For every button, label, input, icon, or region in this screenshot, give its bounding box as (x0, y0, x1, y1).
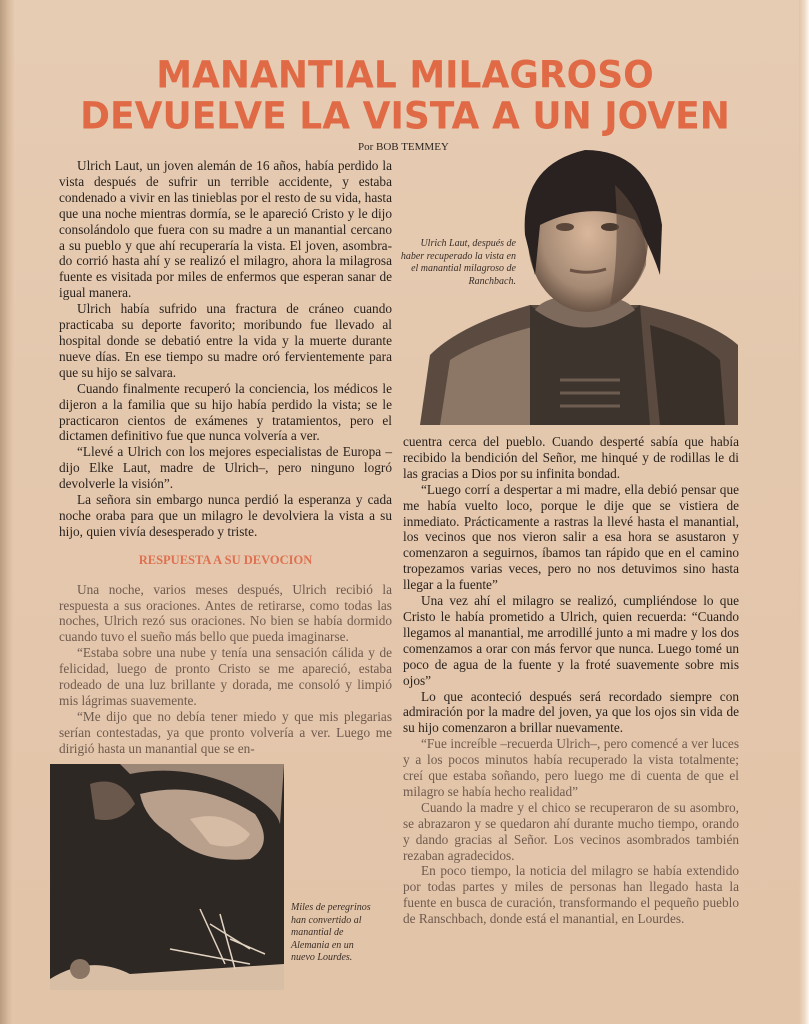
paragraph: Ulrich había sufrido una fractura de cráneo cuando practicaba su deporte favorito; moribundo fue llevado al hospital donde se debatió entre la vida y la muerte durante nueve días. En ese tiempo su madre oró fervientemente para que su hijo se salvara. (59, 301, 392, 380)
headline-line-2: DEVUELVE LA VISTA A UN JOVEN (80, 94, 730, 138)
article-column-left (59, 158, 392, 757)
paragraph: Ulrich Laut, un joven alemán de 16 años, había perdido la vista después de sufrir un terrible accidente, y estaba condenado a vivir en las tinieblas por el resto de su vida, hasta que una noche mientras dormía, se le apareció Cristo y le dijo consolándolo que fuera con su madre a un manantial cercano a su pueblo y que ahí recuperaría la vista. El joven, asombrado corrió hasta ahí y se realizó el milagro, ahora la milagrosa fuente es visitada por miles de enfermos que esperan sanar de igual manera. (59, 158, 392, 301)
page-right-edge (799, 0, 809, 1024)
photo-caption-pilgrims: Miles de peregrinos han convertido al manantial de Alemania en un nuevo Lourdes. (291, 902, 371, 963)
paragraph: Lo que aconteció después será recordado siempre con admiración por la madre del joven, ya que los ojos sin vida de su hijo comenzaron a brillar nuevamente. (403, 688, 739, 736)
paragraph: Una noche, varios meses después, Ulrich recibió la respuesta a sus oraciones. Antes de retirarse, como todas las noches, Ulrich rezó sus oraciones. No bien se había dormido cuando tuvo el sueño más bello que pueda imaginarse. (59, 581, 392, 645)
paragraph: La señora sin embargo nunca perdió la esperanza y cada noche oraba para que un milagro le devolviera la vista a su hijo, quien vivía desesperado y triste. (59, 492, 392, 539)
headline-line-1: MANANTIAL MILAGROSO (156, 53, 654, 97)
photo-pilgrims (50, 764, 284, 990)
paragraph: “Llevé a Ulrich con los mejores especialistas de Europa –dijo Elke Laut, madre de Ulrich–, pero ninguno logró devolverle la visión”. (59, 444, 392, 492)
photo-caption-portrait: Ulrich Laut, después de haber recuperado la vista en el manantial milagroso de Ranchbach. (400, 238, 516, 287)
paragraph: “Luego corrí a despertar a mi madre, ella debió pensar que me había vuelto loco, porque le dije que se vistiera de inmediato. Prácticamente a rastras la llevé hasta el manantial, los vecinos que nos vieron salir a esa hora se asustaron y comenzaron a seguirnos, íbamos tan rápido que en el camino tropezamos varias veces, pero no nos detuvimos sino hasta llegar a la fuente” (403, 481, 739, 593)
pilgrims-illustration (50, 764, 284, 990)
page-left-edge (0, 0, 14, 1024)
paragraph: Cuando la madre y el chico se recuperaron de su asombro, se abrazaron y se quedaron ahí durante mucho tiempo, orando y dando gracias al Señor. Los vecinos asombrados también rezaban agradecidos. (403, 799, 739, 863)
paragraph: “Fue increíble –recuerda Ulrich–, pero comencé a ver luces y a los pocos minutos había recuperado la vista totalmente; creí que estaba soñando, pero luego me di cuenta de que el milagro se había hecho realidad” (403, 736, 739, 799)
paragraph: Una vez ahí el milagro se realizó, cumpliéndose lo que Cristo le había prometido a Ulrich, quien recuerda: “Cuando llegamos al manantial, me arrodillé junto a mi madre y los dos comenzamos a orar con más fervor que nunca. Luego tomé un poco de agua de la fuente y la froté suavemente sobre mis ojos” (403, 593, 739, 688)
byline: Por BOB TEMMEY (358, 141, 449, 153)
paragraph: cuentra cerca del pueblo. Cuando desperté sabía que había recibido la bendición del Señor, me hinqué y de rodillas le di las gracias a Dios por su infinita bondad. (403, 434, 739, 481)
paragraph: “Estaba sobre una nube y tenía una sensación cálida y de felicidad, luego de pronto Cristo se me apareció, estaba rodeado de una luz brillante y dorada, me consoló y limpió mis lágrimas suavemente. (59, 645, 392, 708)
paragraph: Cuando finalmente recuperó la conciencia, los médicos le dijeron a la familia que su hijo había perdido la vista; se le practicaron cientos de exámenes y tratamientos, pero el dictamen definitivo fue que nunca volvería a ver. (59, 380, 392, 444)
article-column-right (403, 434, 739, 927)
section-subheading: RESPUESTA A SU DEVOCION (138, 552, 313, 567)
paragraph: En poco tiempo, la noticia del milagro se había extendido por todas partes y miles de personas han llegado hasta la fuente en busca de curación, transformando el pequeño pueblo de Ranschbach, donde está el manantial, en Lourdes. (403, 863, 739, 927)
paragraph: “Me dijo que no debía tener miedo y que mis plegarias serían contestadas, ya que pronto volvería a ver. Luego me dirigió hasta un manantial que se en- (59, 708, 392, 756)
